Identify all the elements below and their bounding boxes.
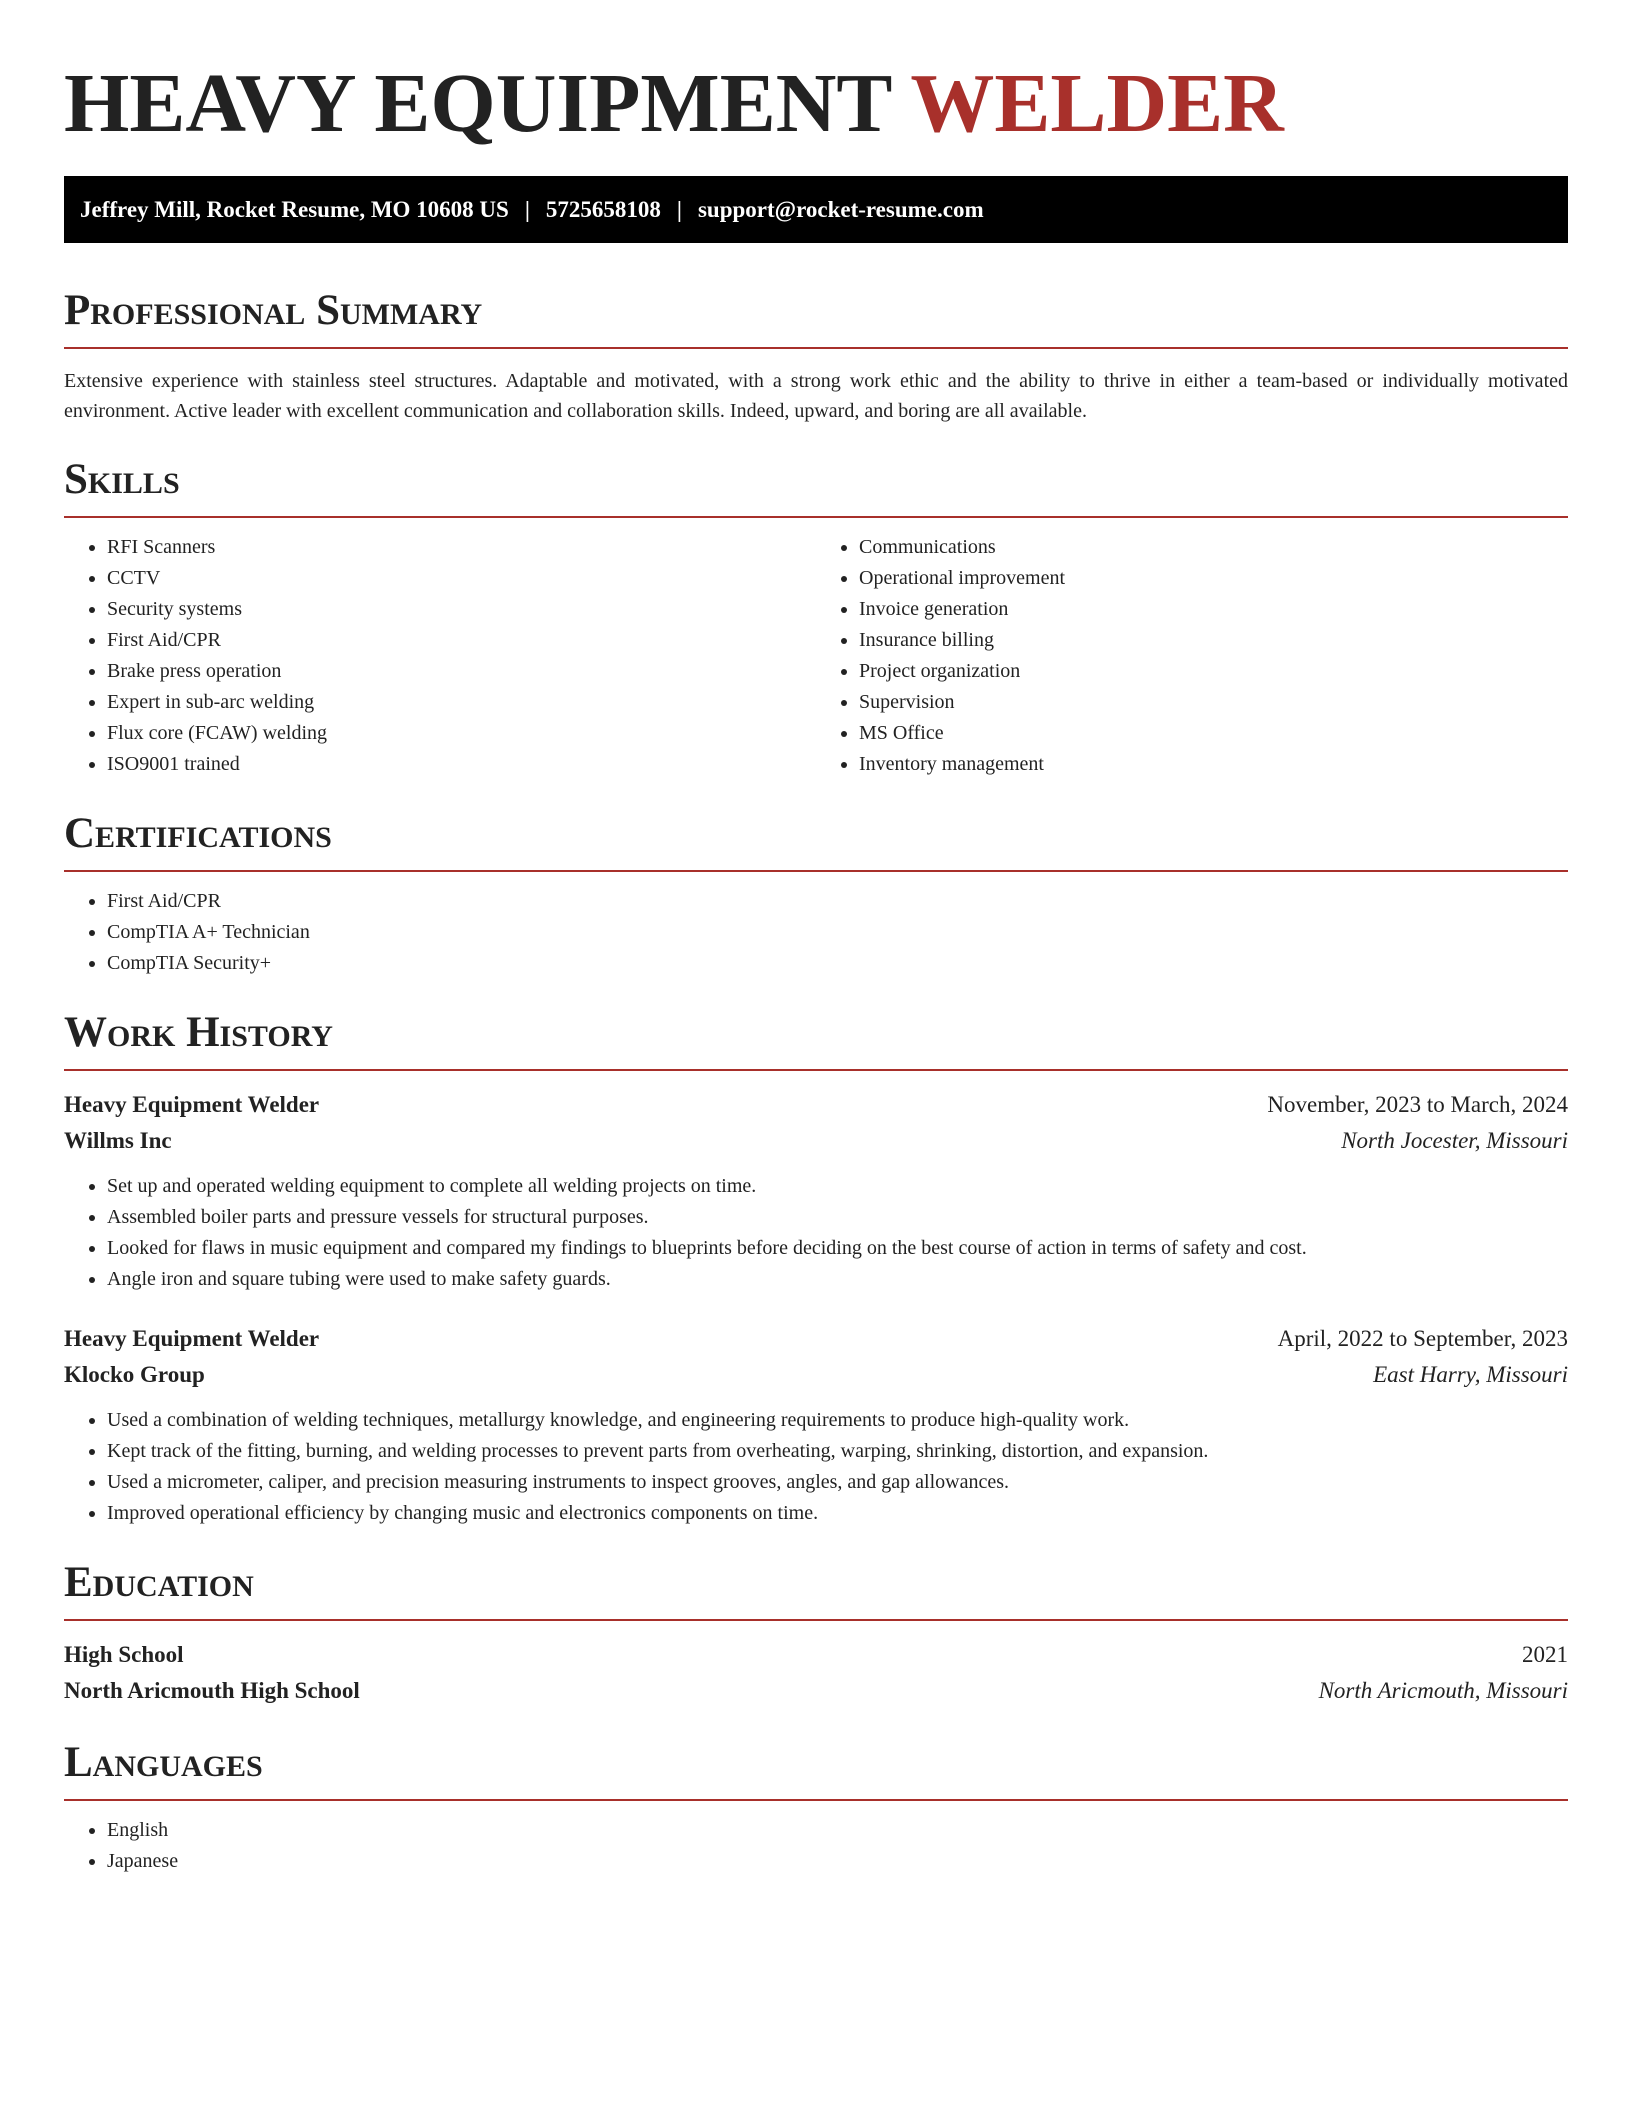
contact-email: support@rocket-resume.com	[697, 196, 984, 222]
contact-address: Jeffrey Mill, Rocket Resume, MO 10608 US	[80, 196, 509, 222]
list-item: • Kept track of the fitting, burning, and welding processes to prevent parts from overheating, warping, shrinking, distortion, and expansion.	[107, 1436, 1568, 1467]
job-company-row	[64, 1123, 1568, 1159]
contact-separator: |	[524, 196, 530, 222]
skill-item: • First Aid/CPR	[107, 625, 816, 656]
certification-item: • First Aid/CPR	[107, 886, 1568, 917]
contact-phone: 5725658108	[545, 196, 661, 222]
resume-title	[64, 56, 1568, 152]
job-entry	[64, 1321, 1568, 1529]
job-company: Willms Inc	[64, 1128, 172, 1153]
languages-list	[64, 1815, 1568, 1877]
skill-item: • MS Office	[859, 718, 1568, 749]
job-role: Heavy Equipment Welder	[64, 1326, 320, 1351]
section-title-certifications: Certifications	[64, 808, 1568, 872]
section-title-languages: Languages	[64, 1737, 1568, 1801]
skill-item: • Brake press operation	[107, 656, 816, 687]
skills-list-right	[816, 532, 1568, 780]
certification-item: • CompTIA A+ Technician	[107, 917, 1568, 948]
section-title-skills: Skills	[64, 454, 1568, 518]
contact-bar	[64, 176, 1568, 243]
education-school-row	[64, 1673, 1568, 1709]
skill-item: • ISO9001 trained	[107, 749, 816, 780]
skill-item: • Expert in sub-arc welding	[107, 687, 816, 718]
skills-list-left	[64, 532, 816, 780]
section-title-education: Education	[64, 1557, 1568, 1621]
certifications-section	[64, 808, 1568, 979]
certification-item: • CompTIA Security+	[107, 948, 1568, 979]
job-location: East Harry, Missouri	[1373, 1362, 1568, 1387]
education-entry	[64, 1637, 1568, 1709]
skill-item: • Inventory management	[859, 749, 1568, 780]
list-item: • Angle iron and square tubing were used to make safety guards.	[107, 1264, 1568, 1295]
list-item: • Set up and operated welding equipment to complete all welding projects on time.	[107, 1171, 1568, 1202]
section-title-summary: Professional Summary	[64, 285, 1568, 349]
education-header-row	[64, 1637, 1568, 1673]
skill-item: • Security systems	[107, 594, 816, 625]
skill-item: • Supervision	[859, 687, 1568, 718]
skill-item: • Insurance billing	[859, 625, 1568, 656]
skill-item: • Operational improvement	[859, 563, 1568, 594]
skills-section	[64, 454, 1568, 780]
education-section	[64, 1557, 1568, 1709]
job-bullets	[64, 1405, 1568, 1529]
skill-item: • Communications	[859, 532, 1568, 563]
list-item: • Assembled boiler parts and pressure vessels for structural purposes.	[107, 1202, 1568, 1233]
list-item: • Used a micrometer, caliper, and precision measuring instruments to inspect grooves, angles, and gap allowances.	[107, 1467, 1568, 1498]
skill-item: • CCTV	[107, 563, 816, 594]
education-year: 2021	[1522, 1642, 1568, 1667]
job-bullets	[64, 1171, 1568, 1295]
education-school: North Aricmouth High School	[64, 1678, 360, 1703]
job-header-row	[64, 1321, 1568, 1357]
list-item: • Looked for flaws in music equipment and compared my findings to blueprints before deciding on the best course of action in terms of safety and cost.	[107, 1233, 1568, 1264]
language-item: • Japanese	[107, 1846, 1568, 1877]
job-company: Klocko Group	[64, 1362, 205, 1387]
job-entry	[64, 1087, 1568, 1295]
contact-separator: |	[676, 196, 682, 222]
job-dates: November, 2023 to March, 2024	[1267, 1092, 1568, 1117]
summary-section	[64, 285, 1568, 426]
list-item: • Used a combination of welding techniques, metallurgy knowledge, and engineering requirements to produce high-quality work.	[107, 1405, 1568, 1436]
work-section	[64, 1007, 1568, 1529]
job-dates: April, 2022 to September, 2023	[1277, 1326, 1568, 1351]
skill-item: • Invoice generation	[859, 594, 1568, 625]
education-location: North Aricmouth, Missouri	[1318, 1678, 1568, 1703]
title-main: HEAVY EQUIPMENT	[64, 57, 891, 150]
languages-section	[64, 1737, 1568, 1877]
job-header-row	[64, 1087, 1568, 1123]
title-accent: WELDER	[910, 57, 1284, 150]
education-degree: High School	[64, 1642, 184, 1667]
language-item: • English	[107, 1815, 1568, 1846]
skill-item: • Flux core (FCAW) welding	[107, 718, 816, 749]
job-role: Heavy Equipment Welder	[64, 1092, 320, 1117]
certifications-list	[64, 886, 1568, 979]
summary-text: Extensive experience with stainless steel structures. Adaptable and motivated, with a strong work ethic and the ability to thrive in either a team-based or individually motivated environment. Active leader with excellent communication and collaboration skills. Indeed, upward, and boring are all available.	[64, 370, 1568, 422]
job-company-row	[64, 1357, 1568, 1393]
section-title-work: Work History	[64, 1007, 1568, 1071]
skill-item: • Project organization	[859, 656, 1568, 687]
job-location: North Jocester, Missouri	[1341, 1128, 1568, 1153]
skill-item: • RFI Scanners	[107, 532, 816, 563]
skills-grid	[64, 532, 1568, 780]
list-item: • Improved operational efficiency by changing music and electronics components on time.	[107, 1498, 1568, 1529]
